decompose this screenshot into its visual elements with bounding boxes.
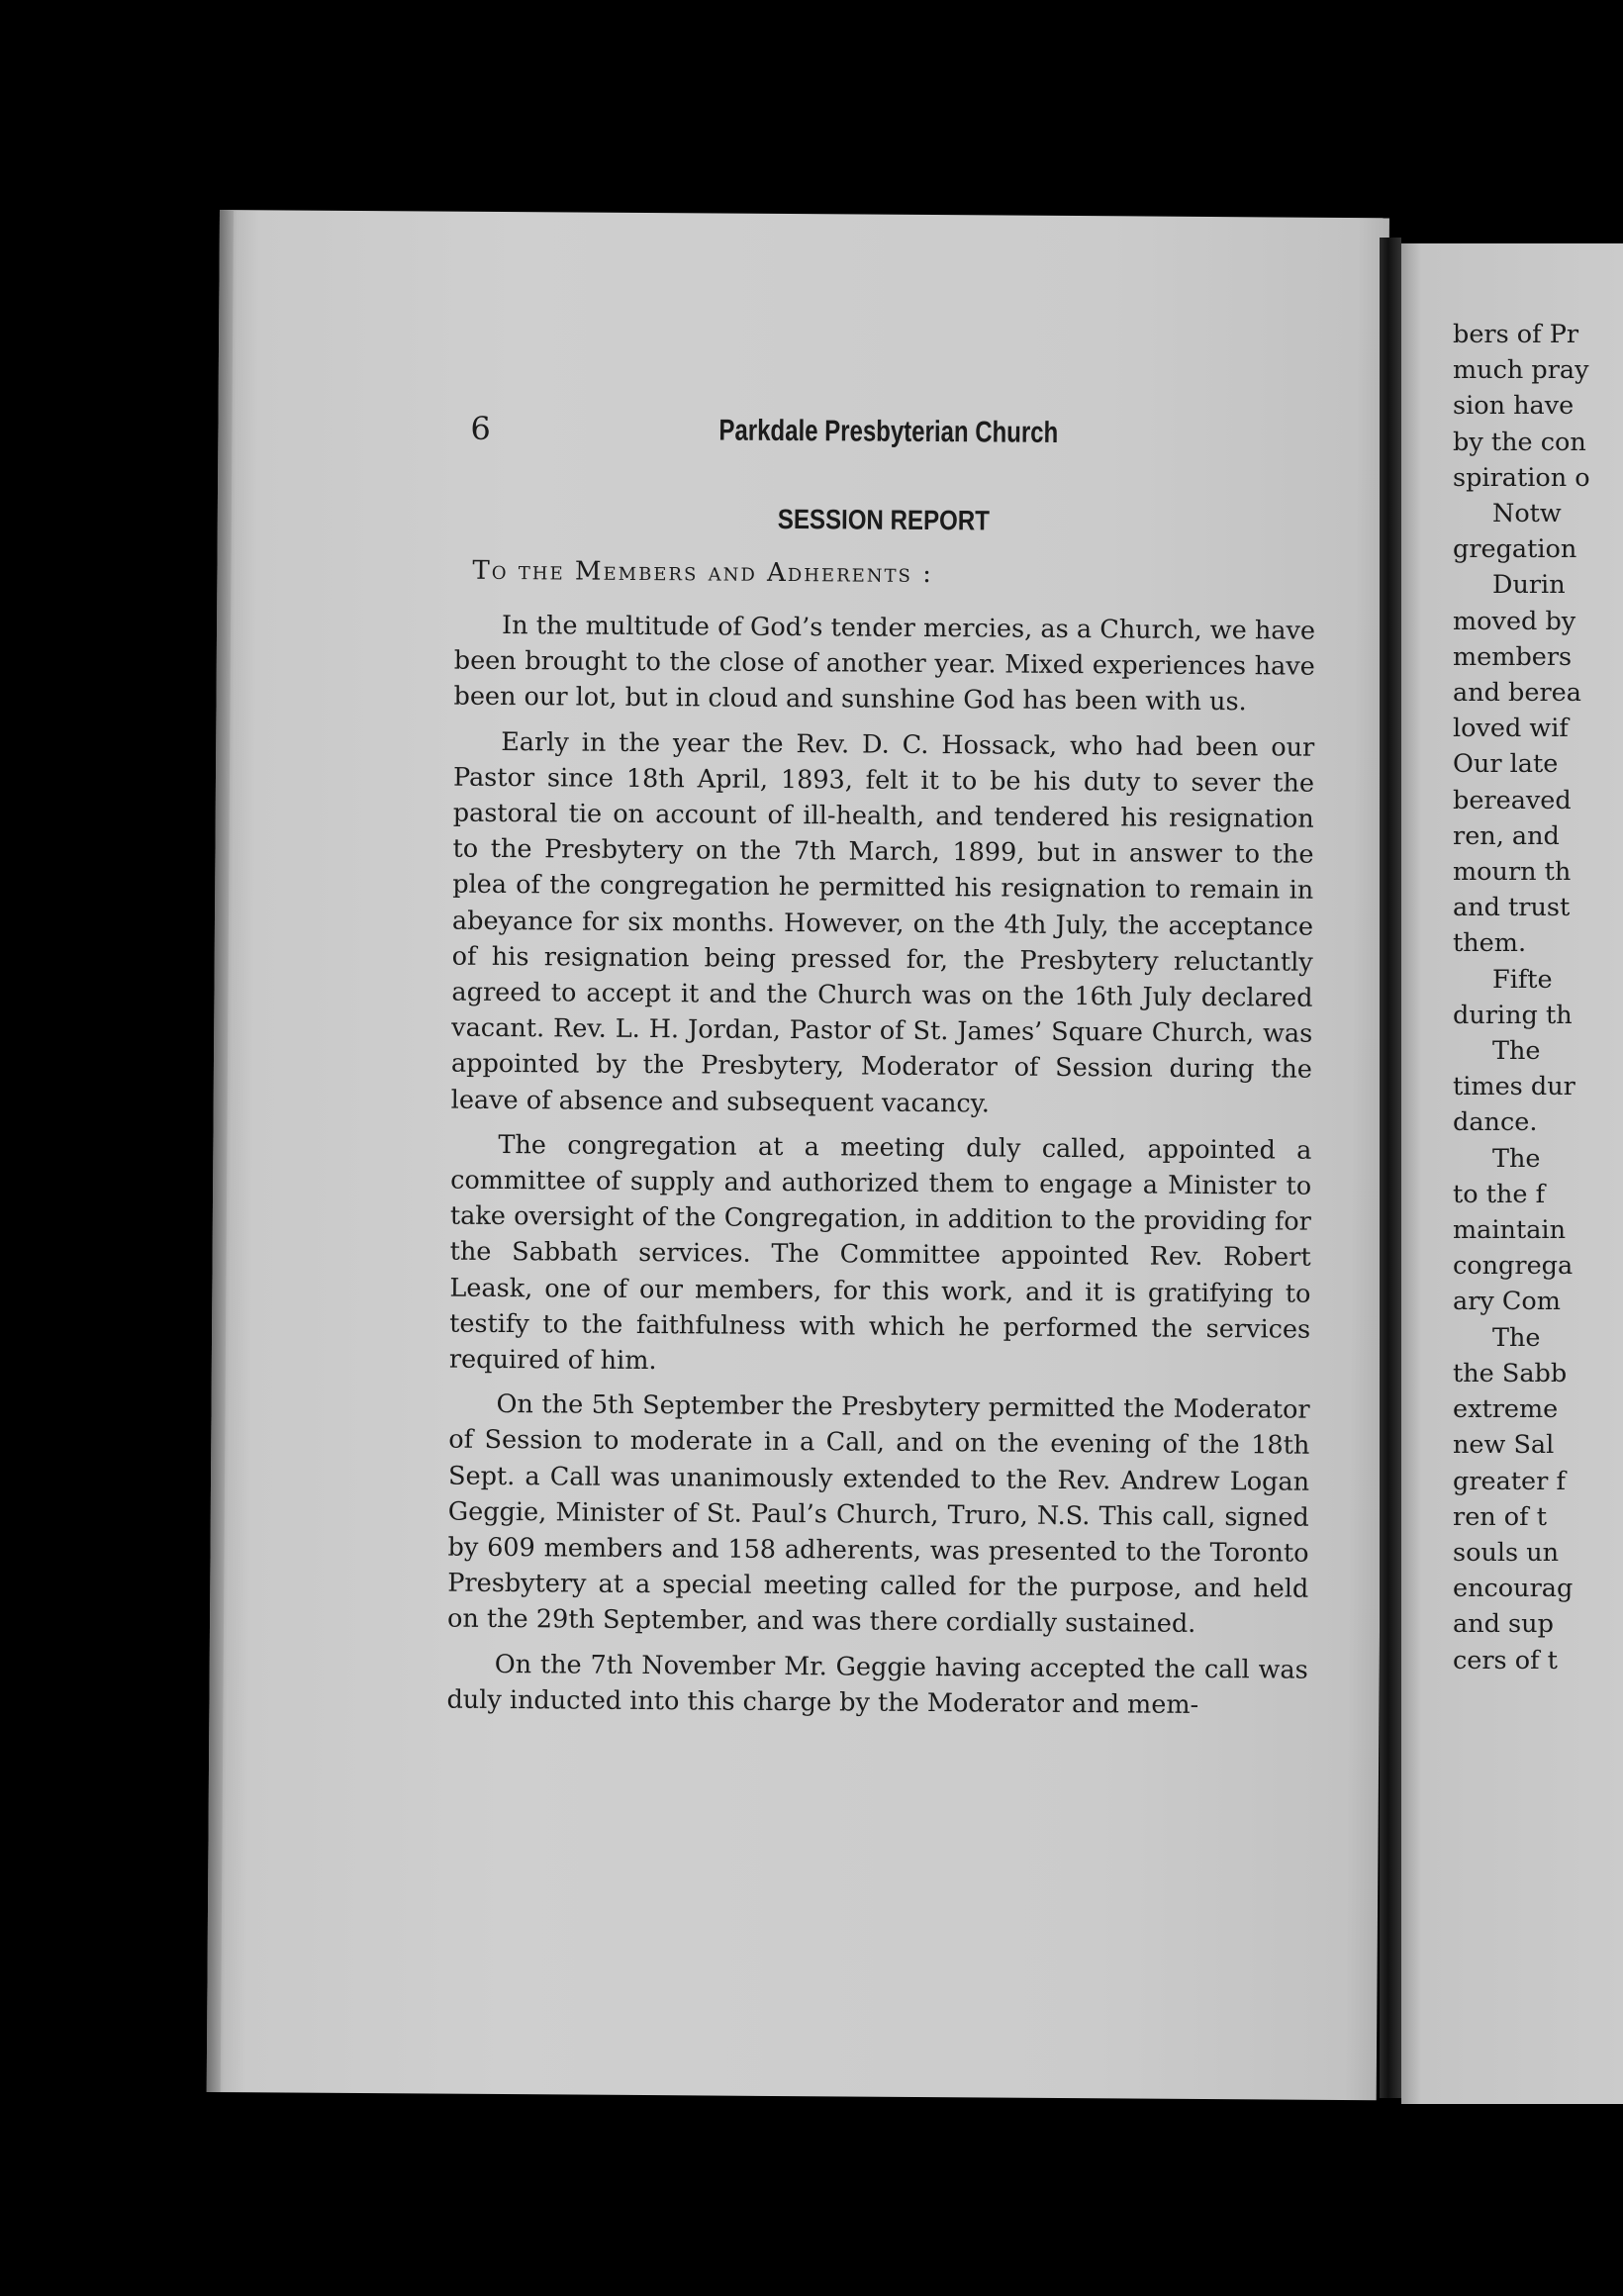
right-page-line: loved wif	[1453, 714, 1569, 744]
right-page-line: new Sal	[1453, 1430, 1555, 1461]
right-page-line: Fifte	[1492, 964, 1553, 995]
right-page-line: The	[1492, 1322, 1541, 1353]
right-page-line: The	[1492, 1036, 1541, 1067]
right-page-line: ren of t	[1453, 1501, 1547, 1532]
right-page-line: maintain	[1453, 1215, 1566, 1246]
right-page-line: the Sabb	[1453, 1358, 1568, 1388]
right-page-line: them.	[1453, 928, 1527, 959]
right-page-line: members	[1453, 641, 1573, 672]
right-page-line: by the con	[1453, 427, 1586, 457]
paragraph: Early in the year the Rev. D. C. Hossack, who had been our Pastor since 18th April, 1893, felt it to be his duty to sever the pastoral tie on account of ill-health, and tendered his resignation to the Presbytery on the 7th March, 1899, but in answer to the plea of the congregation he permitted his resignation to remain in abeyance for six months. However, on the 4th July, the acceptance of his resignation being pressed for, the Presbytery reluctantly agreed to accept it and the Church was on the 16th July declared vacant. Rev. L. H. Jordan, Pastor of St. James’ Square Church, was appointed by the Presbytery, Moderator of Session during the leave of absence and subsequent vacancy.	[450, 726, 1315, 1119]
right-page-line: greater f	[1453, 1466, 1566, 1496]
right-page-line: cers of t	[1453, 1645, 1558, 1675]
right-page-line: mourn th	[1453, 857, 1572, 888]
right-page-line: Durin	[1492, 570, 1566, 601]
right-page-line: sion have	[1453, 391, 1575, 422]
page-number: 6	[470, 409, 491, 447]
right-page-line: to the f	[1453, 1179, 1546, 1209]
book-gutter	[1380, 238, 1401, 2098]
right-page-line: spiration o	[1453, 462, 1590, 493]
right-page-line: souls un	[1453, 1537, 1560, 1568]
right-page-line: extreme	[1453, 1394, 1559, 1425]
right-page-line: times dur	[1453, 1072, 1575, 1102]
salutation: To the Members and Adherents :	[472, 555, 934, 590]
left-page	[207, 210, 1389, 2100]
paragraph: On the 5th September the Presbytery permitted the Moderator of Session to moderate in a Call, and on the evening of the 18th Sept. a Call was unanimously extended to the Rev. Andrew Logan Geggie, Minister of St. Paul’s Church, Truro, N.S. This call, signed by 609 members and 158 adherents, was presented to the Toronto Presbytery at a special meeting called for the purpose, and held on the 29th September, and was there cordially sustained.	[446, 1389, 1310, 1640]
right-page-line: and berea	[1453, 678, 1581, 709]
right-page-line: bereaved	[1453, 785, 1572, 815]
right-page-line: and trust	[1453, 893, 1571, 923]
right-page-line: gregation	[1453, 534, 1577, 565]
right-page-line: encourag	[1453, 1574, 1574, 1604]
right-page-line: dance.	[1453, 1107, 1538, 1138]
right-page-line: bers of Pr	[1453, 320, 1579, 349]
paragraph: The congregation at a meeting duly called, appointed a committee of supply and authorized them to engage a Minister to take oversight of the Congregation, in addition to the providing for the Sabbath services. The Committee appointed Rev. Robert Leask, one of our members, for this work, and it is gratifying to testify to the faithfulness with which he performed the services required of him.	[448, 1129, 1312, 1377]
right-page-line: moved by	[1453, 606, 1576, 636]
paragraph: On the 7th November Mr. Geggie having accepted the call was duly inducted into this charge by the Moderator and mem-	[446, 1649, 1308, 1720]
right-page-line: and sup	[1453, 1609, 1554, 1640]
right-page-line: much pray	[1453, 355, 1589, 386]
right-page-line: ren, and	[1453, 820, 1560, 851]
right-page-line: during th	[1453, 1000, 1573, 1030]
right-page-line: Notw	[1492, 499, 1562, 529]
right-page-line: Our late	[1453, 749, 1559, 780]
right-page-line: The	[1492, 1143, 1541, 1174]
body-text	[446, 608, 1315, 1733]
paragraph: In the multitude of God’s tender mercies, as a Church, we have been brought to the close of another year. Mixed experiences have been our lot, but in cloud and sunshine God has been with us.	[453, 611, 1316, 718]
running-head: Parkdale Presbyterian Church	[718, 414, 1059, 449]
right-page-text	[1453, 317, 1623, 1678]
right-page-line: congrega	[1453, 1251, 1574, 1282]
section-title: SESSION REPORT	[777, 503, 991, 536]
right-page-line: ary Com	[1453, 1287, 1561, 1317]
